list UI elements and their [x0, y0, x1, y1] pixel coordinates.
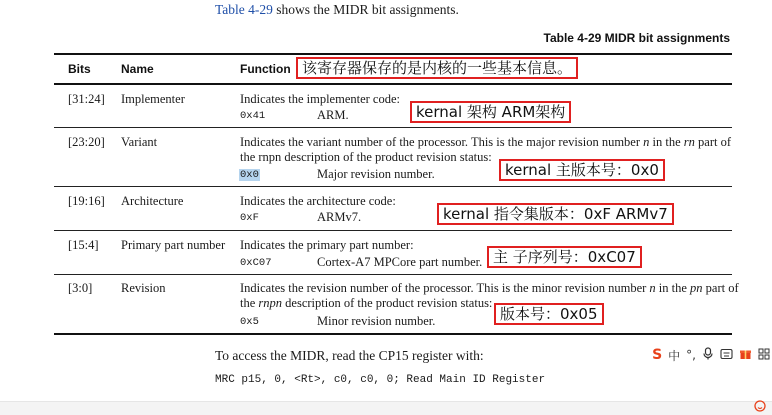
- sogou-tray-icon[interactable]: [754, 400, 766, 415]
- revision-annotation: 版本号：0x05: [494, 303, 604, 325]
- header-bottom-rule: [54, 83, 732, 85]
- row-architecture-desc: Indicates the architecture code:: [240, 194, 396, 208]
- row-variant-desc-line2: the rnpn description of the product revision status:: [240, 150, 492, 164]
- header-function: Function: [240, 62, 291, 76]
- row-revision-name: Revision: [121, 281, 166, 295]
- row-implementer-desc: Indicates the implementer code:: [240, 92, 401, 106]
- row-divider: [54, 127, 732, 128]
- row-revision-bits: [3:0]: [68, 281, 93, 295]
- intro-sentence: [215, 2, 459, 18]
- variant-annotation: kernal 主版本号：0x0: [499, 159, 665, 181]
- implementer-annotation: kernal 架构 ARM架构: [410, 101, 571, 123]
- gift-icon[interactable]: [739, 347, 752, 363]
- table-bottom-rule: [54, 333, 732, 335]
- header-name: Name: [121, 62, 154, 76]
- intro-rest: shows the MIDR bit assignments.: [272, 2, 459, 17]
- row-divider: [54, 186, 732, 187]
- row-part-name: Primary part number: [121, 238, 226, 252]
- row-architecture-meaning: ARMv7.: [317, 210, 362, 224]
- table-reference-link[interactable]: Table 4-29: [215, 2, 273, 17]
- row-implementer-name: Implementer: [121, 92, 185, 106]
- row-architecture-bits: [19:16]: [68, 194, 105, 208]
- row-divider: [54, 274, 732, 275]
- row-variant-desc: Indicates the variant number of the processor. This is the major revision number n in the rn part of: [240, 135, 731, 149]
- row-variant-code: [239, 168, 260, 183]
- row-divider: [54, 230, 732, 231]
- ime-toolbar[interactable]: [652, 345, 770, 365]
- sogou-logo-icon[interactable]: S: [652, 347, 663, 363]
- row-part-bits: [15:4]: [68, 238, 99, 252]
- row-variant-name: Variant: [121, 135, 158, 149]
- row-revision-meaning: Minor revision number.: [317, 314, 436, 328]
- row-part-meaning: Cortex-A7 MPCore part number.: [317, 255, 483, 269]
- header-bits: Bits: [68, 62, 91, 76]
- function-annotation: 该寄存器保存的是内核的一些基本信息。: [296, 57, 578, 79]
- row-part-code: 0xC07: [240, 257, 272, 269]
- part-annotation: 主 子序列号：0xC07: [487, 246, 642, 268]
- window-bottom-bar: [0, 401, 772, 415]
- row-implementer-meaning: ARM.: [317, 108, 349, 122]
- row-revision-desc: Indicates the revision number of the processor. This is the minor revision number n in the pn part of: [240, 281, 739, 295]
- ime-punctuation-toggle[interactable]: °,: [686, 348, 696, 362]
- row-implementer-bits: [31:24]: [68, 92, 105, 106]
- row-variant-bits: [23:20]: [68, 135, 105, 149]
- keyboard-icon[interactable]: [720, 348, 733, 363]
- row-implementer-code: 0x41: [240, 110, 266, 122]
- row-variant-meaning: Major revision number.: [317, 167, 435, 181]
- table-caption: Table 4-29 MIDR bit assignments: [543, 31, 730, 45]
- selected-code-highlight[interactable]: 0x0: [240, 169, 259, 181]
- grid-icon[interactable]: [758, 348, 770, 363]
- architecture-annotation: kernal 指令集版本：0xF ARMv7: [437, 203, 674, 225]
- row-architecture-name: Architecture: [121, 194, 184, 208]
- row-revision-code: 0x5: [240, 316, 259, 328]
- microphone-icon[interactable]: [702, 347, 714, 363]
- ime-language-toggle[interactable]: 中: [668, 348, 681, 363]
- row-architecture-code: 0xF: [240, 212, 259, 224]
- table-top-rule: [54, 53, 732, 55]
- row-part-desc: Indicates the primary part number:: [240, 238, 414, 252]
- row-revision-desc-line2: the rnpn description of the product revision status:: [240, 296, 493, 310]
- access-code-line: MRC p15, 0, <Rt>, c0, c0, 0; Read Main ID Register: [215, 374, 546, 386]
- access-instruction: To access the MIDR, read the CP15 register with:: [215, 348, 484, 363]
